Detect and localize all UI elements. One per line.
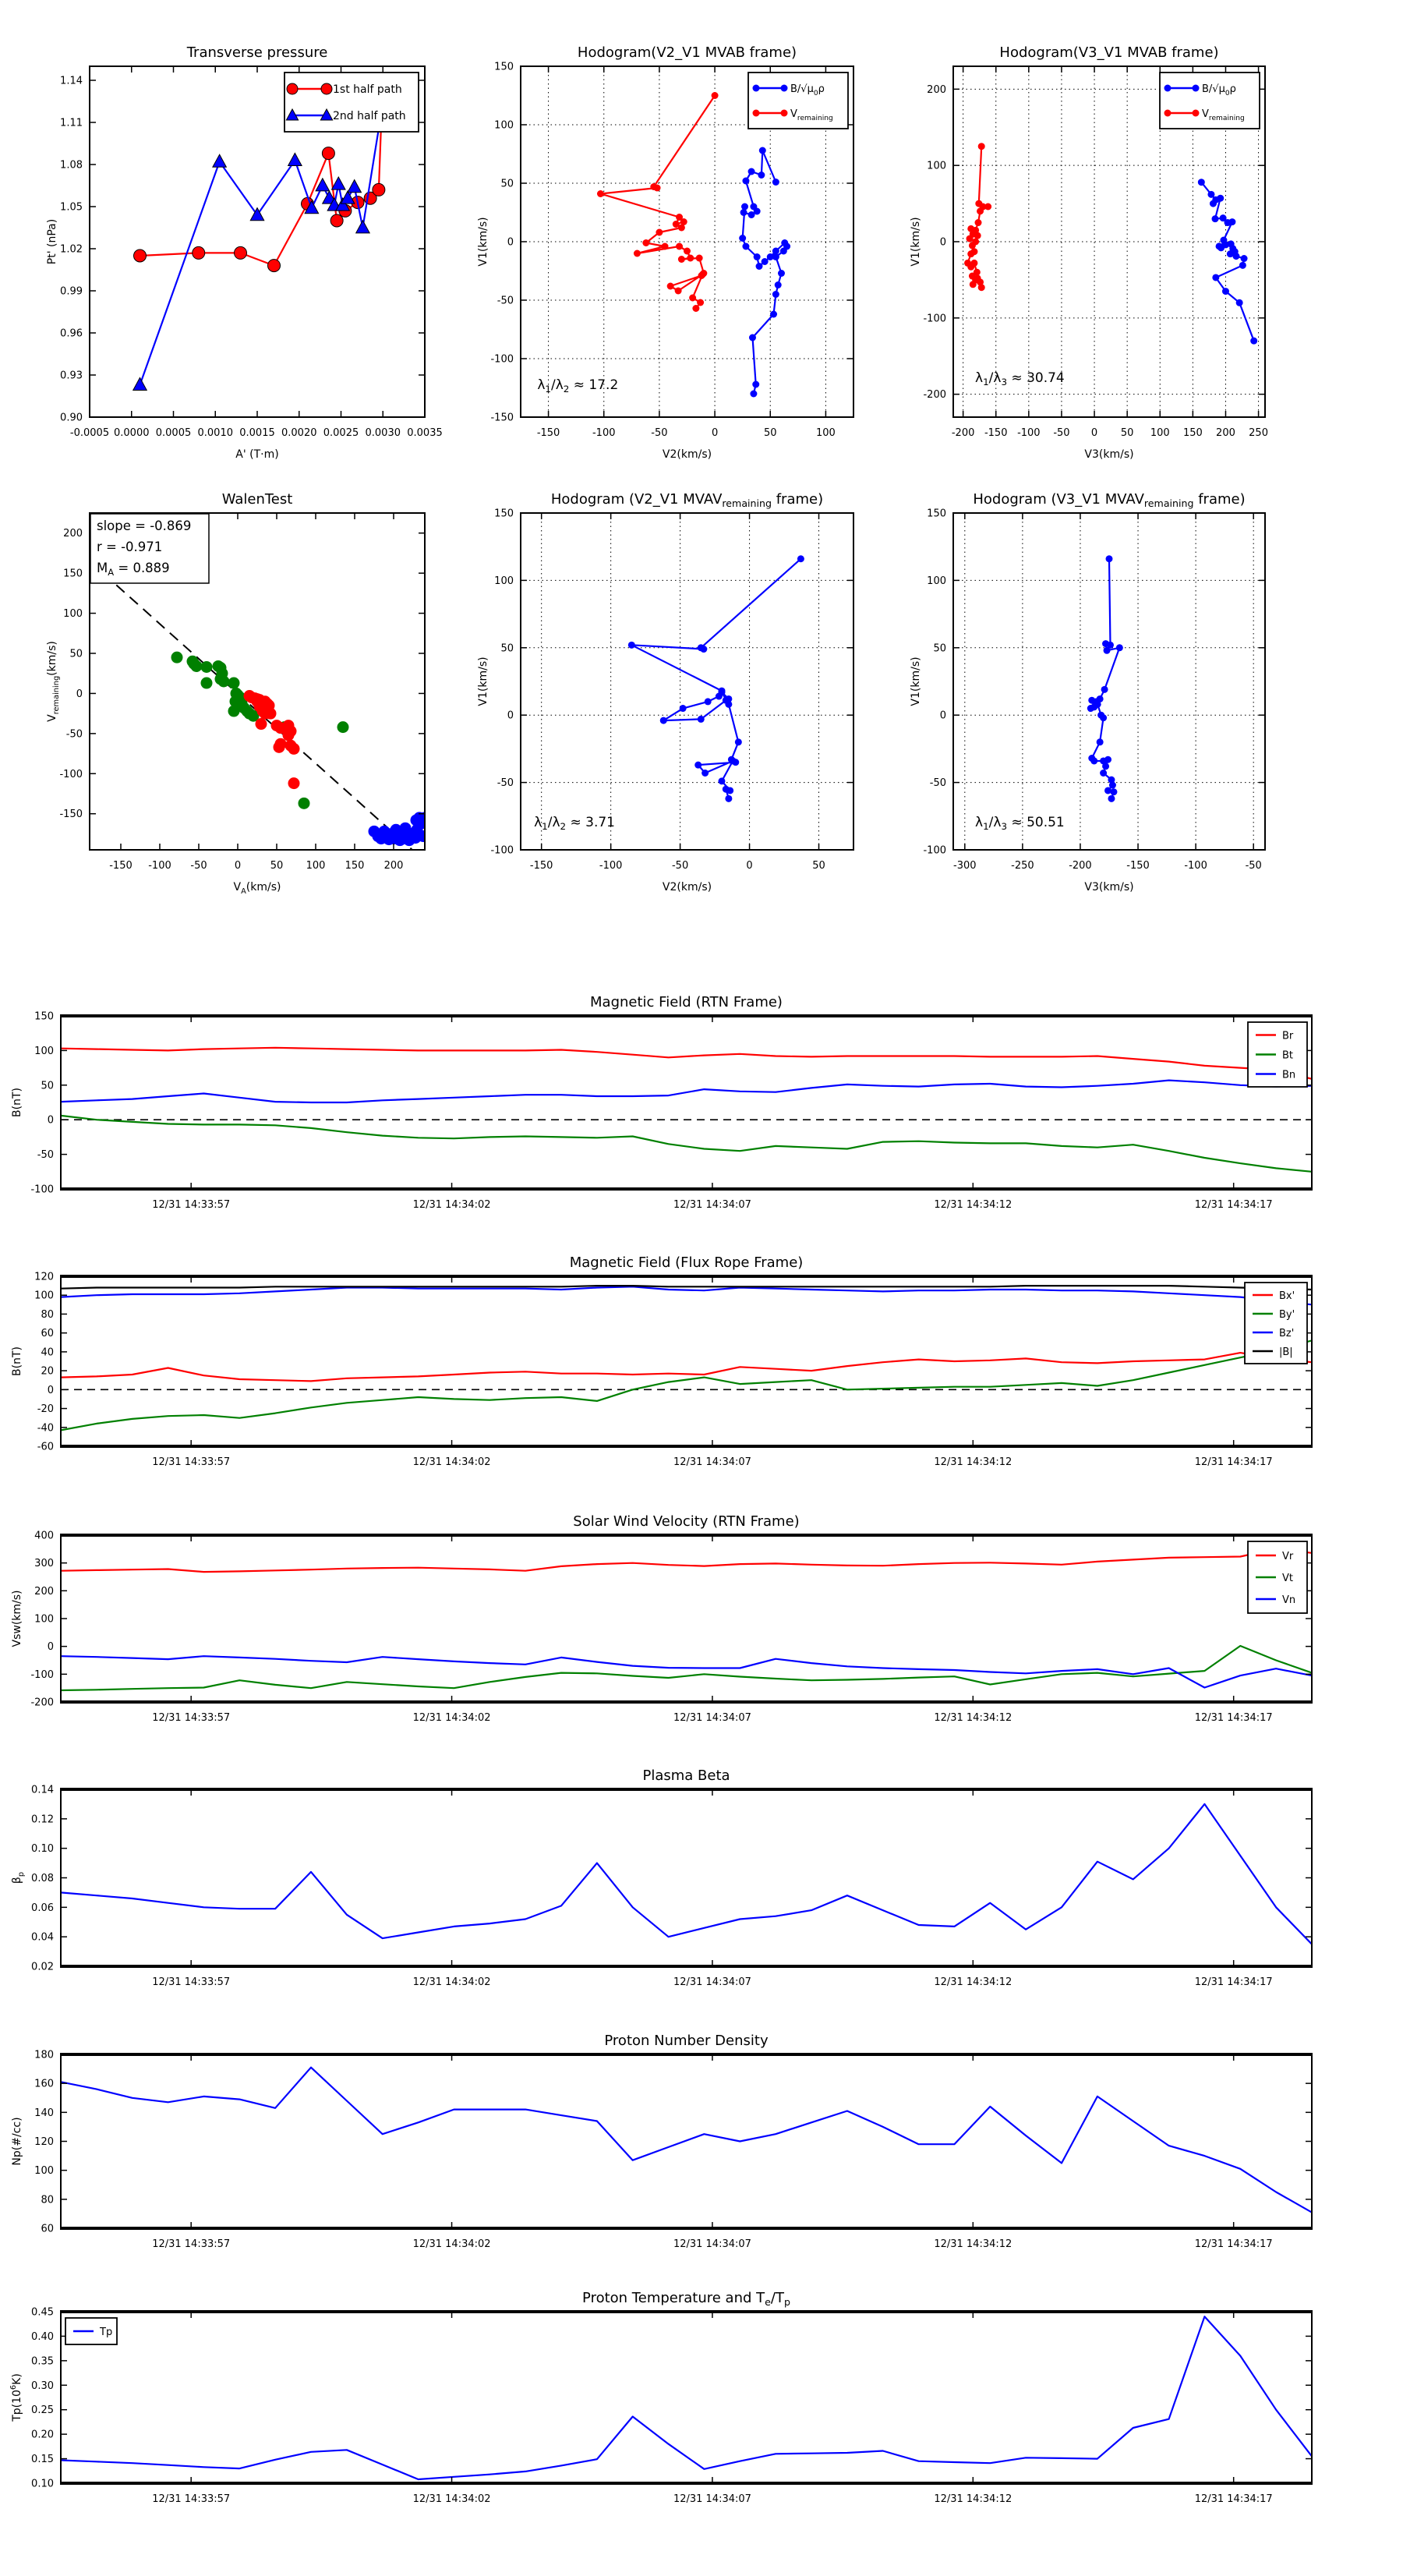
y-tick-label: 50	[500, 178, 514, 190]
legend-label: Vr	[1282, 1551, 1294, 1562]
y-tick-label: 0.99	[60, 285, 83, 298]
legend-label: Bt	[1282, 1049, 1294, 1062]
y-tick-label: 1.08	[60, 159, 83, 172]
y-axis-label: V1(km/s)	[477, 217, 489, 267]
y-tick-label: 140	[34, 2107, 54, 2119]
y-tick-label: 100	[494, 119, 514, 132]
legend-label: Br	[1282, 1030, 1294, 1042]
y-tick-label: -150	[490, 412, 514, 424]
legend-label: 1st half path	[333, 83, 402, 96]
y-axis-label: B(nT)	[11, 1088, 23, 1117]
y-tick-label: 150	[927, 508, 946, 520]
x-tick-label: -0.0005	[69, 427, 110, 439]
legend-label: $V_{remaining}$	[790, 108, 833, 122]
legend-label: Tp	[100, 2327, 113, 2338]
y-tick-label: 1.05	[60, 201, 83, 214]
y-tick-label: 0.45	[31, 2306, 54, 2319]
legend-label: By'	[1279, 1309, 1295, 1321]
y-tick-label: -100	[30, 1668, 54, 1681]
y-tick-label: -50	[37, 1149, 54, 1162]
panel-np	[11, 2033, 1313, 2250]
y-tick-label: 20	[41, 1365, 54, 1378]
y-tick-label: 0	[76, 688, 83, 700]
series-line	[1201, 182, 1253, 341]
y-axis-label: V1(km/s)	[910, 656, 922, 706]
y-tick-label: -50	[497, 777, 514, 790]
y-tick-label: 400	[34, 1530, 54, 1542]
panel-title: Hodogram (V3_V1 $MVAV_{remaining}$ frame)	[973, 491, 1246, 509]
eigenvalue-ratio-annotation: $\lambda_1/\lambda_3 \approx 50.51$	[975, 814, 1065, 832]
x-tick-label: -150	[109, 860, 133, 872]
y-tick-label: 0.20	[31, 2429, 54, 2441]
y-tick-label: -50	[497, 295, 514, 307]
y-tick-label: 100	[34, 1613, 54, 1626]
x-tick-label: 100	[816, 427, 836, 439]
panel-title: Hodogram(V3_V1 MVAB frame)	[999, 44, 1219, 61]
y-tick-label: 60	[41, 1328, 54, 1340]
x-axis-label: V3(km/s)	[1084, 448, 1134, 461]
stats-line: $M_A = 0.889$	[97, 561, 170, 578]
panel-beta	[11, 1767, 1313, 1988]
y-tick-label: 100	[34, 1045, 54, 1057]
y-tick-label: 100	[63, 608, 83, 621]
y-tick-label: 200	[927, 83, 946, 96]
y-tick-label: 100	[34, 1290, 54, 1302]
x-tick-label: 0	[746, 860, 753, 872]
y-tick-label: 120	[34, 1271, 54, 1283]
y-tick-label: -150	[59, 809, 83, 821]
y-axis-label: $Tp(10^6K)$	[9, 2373, 23, 2422]
y-axis-label: B(nT)	[11, 1346, 23, 1376]
x-tick-label: 50	[270, 860, 284, 872]
series-line	[61, 1081, 1312, 1102]
x-axis-label: V3(km/s)	[1084, 881, 1134, 893]
plot-area	[61, 2068, 1312, 2213]
x-tick-label: 12/31 14:34:17	[1194, 2238, 1273, 2250]
panel-hodogram_v3v1_mvav	[910, 491, 1266, 893]
y-tick-label: 0	[47, 1384, 54, 1396]
x-tick-label: 12/31 14:34:12	[934, 1456, 1012, 1468]
y-tick-label: 0.10	[31, 2478, 54, 2490]
y-tick-label: 200	[63, 528, 83, 540]
x-tick-label: -50	[651, 427, 668, 439]
y-tick-label: 100	[494, 575, 514, 587]
y-tick-label: 50	[933, 642, 946, 655]
y-tick-label: -200	[30, 1697, 54, 1709]
legend	[284, 73, 419, 132]
plot-area	[133, 116, 387, 391]
y-tick-label: 100	[927, 575, 946, 587]
y-axis-label: Pt' (nPa)	[46, 218, 58, 265]
x-tick-label: -100	[592, 427, 616, 439]
y-tick-label: -50	[65, 728, 83, 741]
x-tick-label: 100	[306, 860, 326, 872]
x-tick-label: -150	[529, 860, 553, 872]
series-line	[61, 2316, 1312, 2479]
series-line	[61, 1804, 1312, 1944]
legend	[1160, 73, 1260, 129]
panel-title: Proton Number Density	[604, 2033, 769, 2049]
series-line	[61, 1048, 1312, 1079]
y-tick-label: 60	[41, 2223, 54, 2235]
legend-label: $V_{remaining}$	[1202, 108, 1245, 122]
legend	[748, 73, 848, 129]
y-tick-label: 0.04	[31, 1931, 54, 1944]
y-axis-label: Np(#/cc)	[11, 2117, 23, 2166]
x-axis-label: A' (T·m)	[235, 448, 279, 461]
legend-label: 2nd half path	[333, 110, 406, 122]
series-line	[61, 1340, 1312, 1430]
y-tick-label: 0.02	[31, 1961, 54, 1973]
y-tick-label: 0	[47, 1114, 54, 1127]
series-line	[61, 1116, 1312, 1172]
series-line	[61, 1549, 1312, 1573]
x-tick-label: -50	[1245, 860, 1262, 872]
series-line	[61, 1286, 1312, 1304]
x-tick-label: 50	[812, 860, 825, 872]
panel-title: Transverse pressure	[186, 44, 328, 61]
plot-area	[521, 513, 853, 850]
panel-walen_test	[46, 491, 431, 896]
y-tick-label: 0.90	[60, 412, 83, 424]
y-tick-label: 0.06	[31, 1902, 54, 1914]
x-tick-label: 12/31 14:34:12	[934, 2493, 1012, 2505]
x-tick-label: 150	[1182, 427, 1203, 439]
x-tick-label: 12/31 14:34:07	[673, 1456, 751, 1468]
x-tick-label: 12/31 14:34:02	[412, 1712, 491, 1724]
y-tick-label: 80	[41, 1308, 54, 1321]
x-tick-label: -300	[953, 860, 977, 872]
y-tick-label: 0	[507, 709, 514, 722]
y-tick-label: -20	[37, 1403, 54, 1416]
y-tick-label: -100	[923, 313, 946, 325]
y-tick-label: 0.14	[31, 1784, 54, 1796]
y-tick-label: -50	[929, 777, 946, 790]
x-tick-label: -100	[1184, 860, 1207, 872]
panel-b_rtn	[11, 994, 1313, 1211]
plot-area	[61, 1048, 1312, 1172]
x-axis-label: V2(km/s)	[662, 448, 712, 461]
legend-label: $B/√\mu_0\rho$	[790, 83, 825, 97]
legend-label: |B|	[1279, 1346, 1293, 1358]
y-axis-label: $\beta_p$	[11, 1871, 26, 1884]
y-tick-label: 0.15	[31, 2454, 54, 2466]
panel-title: Hodogram(V2_V1 MVAB frame)	[577, 44, 797, 61]
panel-hodogram_v2v1_mvab	[477, 44, 854, 461]
y-tick-label: 200	[34, 1585, 54, 1598]
x-tick-label: 12/31 14:34:07	[673, 1712, 751, 1724]
x-tick-label: 12/31 14:34:02	[412, 2238, 491, 2250]
x-tick-label: 50	[1120, 427, 1134, 439]
x-tick-label: 0	[711, 427, 719, 439]
plot-area	[61, 2316, 1312, 2479]
x-tick-label: 250	[1249, 427, 1268, 439]
x-tick-label: 0.0020	[281, 427, 317, 439]
x-tick-label: -200	[1069, 860, 1092, 872]
x-tick-label: 0.0000	[114, 427, 150, 439]
y-tick-label: 0.30	[31, 2380, 54, 2392]
legend-label: Bn	[1282, 1069, 1296, 1081]
legend-label: $B/√\mu_0\rho$	[1202, 83, 1236, 97]
x-tick-label: 12/31 14:34:07	[673, 2238, 751, 2250]
y-tick-label: -60	[37, 1441, 54, 1453]
y-tick-label: 0	[507, 236, 514, 249]
panel-title: Proton Temperature and $T_e/T_p$	[582, 2290, 790, 2308]
x-tick-label: 200	[1216, 427, 1235, 439]
x-tick-label: 12/31 14:34:12	[934, 1199, 1012, 1211]
stats-line: r = -0.971	[97, 540, 163, 554]
legend	[65, 2318, 117, 2344]
y-tick-label: -100	[30, 1184, 54, 1196]
panel-title: Magnetic Field (RTN Frame)	[590, 994, 783, 1010]
legend-label: Vn	[1282, 1594, 1296, 1606]
x-tick-label: 12/31 14:34:17	[1194, 1976, 1273, 1988]
y-tick-label: 1.02	[60, 243, 83, 256]
eigenvalue-ratio-annotation: $\lambda_1/\lambda_2 \approx 17.2$	[537, 377, 619, 395]
series-line	[61, 1656, 1312, 1687]
x-tick-label: 12/31 14:34:02	[412, 1456, 491, 1468]
y-axis-label: V1(km/s)	[477, 656, 489, 706]
x-axis-label: V2(km/s)	[662, 881, 712, 893]
x-tick-label: 12/31 14:34:07	[673, 1976, 751, 1988]
panel-transverse_pressure	[46, 44, 443, 461]
y-tick-label: 0.35	[31, 2355, 54, 2368]
x-tick-label: 0.0025	[323, 427, 359, 439]
legend	[1245, 1283, 1307, 1364]
panel-title: Hodogram (V2_V1 $MVAV_{remaining}$ frame)	[550, 491, 824, 509]
y-tick-label: 0	[939, 236, 946, 249]
series-line	[601, 96, 716, 309]
panel-title: WalenTest	[221, 491, 293, 508]
x-tick-label: 12/31 14:34:12	[934, 2238, 1012, 2250]
y-tick-label: 0.12	[31, 1813, 54, 1826]
x-tick-label: 12/31 14:34:02	[412, 1199, 491, 1211]
x-tick-label: -150	[1126, 860, 1150, 872]
panel-hodogram_v2v1_mvav	[477, 491, 854, 893]
series-line	[61, 1353, 1312, 1381]
y-tick-label: 0.10	[31, 1843, 54, 1856]
x-tick-label: -100	[148, 860, 171, 872]
x-tick-label: 12/31 14:33:57	[152, 1199, 231, 1211]
x-tick-label: 12/31 14:34:02	[412, 1976, 491, 1988]
series-line	[61, 1286, 1312, 1290]
x-tick-label: 12/31 14:34:17	[1194, 1456, 1273, 1468]
y-tick-label: 0	[47, 1641, 54, 1654]
x-tick-label: 12/31 14:34:17	[1194, 1199, 1273, 1211]
x-tick-label: 150	[345, 860, 365, 872]
x-tick-label: 0.0005	[155, 427, 192, 439]
stats-box	[90, 514, 209, 583]
y-tick-label: 1.14	[60, 75, 83, 87]
y-tick-label: 180	[34, 2049, 54, 2061]
y-tick-label: -100	[490, 844, 514, 857]
y-tick-label: 50	[69, 648, 83, 660]
panel-title: Plasma Beta	[642, 1767, 730, 1784]
y-tick-label: 0	[939, 709, 946, 722]
plot-area	[90, 561, 431, 862]
y-tick-label: 300	[34, 1558, 54, 1570]
y-tick-label: 0.08	[31, 1873, 54, 1884]
y-tick-label: 150	[63, 568, 83, 580]
panel-b_fluxrope	[11, 1254, 1313, 1468]
eigenvalue-ratio-annotation: $\lambda_1/\lambda_2 \approx 3.71$	[534, 814, 616, 832]
y-tick-label: 40	[41, 1346, 54, 1359]
x-tick-label: -100	[1017, 427, 1041, 439]
y-axis-label: $V_{remaining}(km/s)$	[46, 641, 61, 722]
series-line	[61, 2068, 1312, 2213]
x-axis-label: $V_A(km/s)$	[233, 881, 281, 896]
y-tick-label: 50	[500, 642, 514, 655]
y-tick-label: 100	[34, 2165, 54, 2178]
y-tick-label: -40	[37, 1422, 54, 1435]
x-tick-label: 0	[1090, 427, 1098, 439]
y-tick-label: -200	[923, 389, 946, 402]
legend	[1248, 1541, 1307, 1613]
x-tick-label: 0.0010	[197, 427, 233, 439]
x-tick-label: 0	[234, 860, 242, 872]
legend-label: Vt	[1282, 1573, 1293, 1584]
x-tick-label: 100	[1150, 427, 1170, 439]
plot-area	[61, 1549, 1312, 1691]
y-axis-label: Vsw(km/s)	[11, 1590, 23, 1647]
x-tick-label: 0.0015	[239, 427, 275, 439]
panel-title: Magnetic Field (Flux Rope Frame)	[569, 1254, 804, 1271]
x-tick-label: -150	[536, 427, 560, 439]
y-tick-label: 0.25	[31, 2404, 54, 2417]
x-tick-label: 12/31 14:33:57	[152, 1712, 231, 1724]
legend	[1248, 1022, 1307, 1087]
y-tick-label: -100	[490, 353, 514, 366]
x-tick-label: 12/31 14:33:57	[152, 1456, 231, 1468]
series-line	[631, 559, 800, 799]
x-tick-label: 12/31 14:34:12	[934, 1976, 1012, 1988]
x-tick-label: 12/31 14:34:12	[934, 1712, 1012, 1724]
plot-area	[953, 513, 1265, 850]
x-tick-label: -150	[984, 427, 1008, 439]
x-tick-label: 12/31 14:33:57	[152, 1976, 231, 1988]
plot-area	[61, 1286, 1312, 1430]
x-tick-label: 12/31 14:33:57	[152, 2493, 231, 2505]
y-tick-label: -100	[923, 844, 946, 857]
y-tick-label: -100	[59, 768, 83, 780]
panel-tp	[9, 2290, 1313, 2505]
x-tick-label: -200	[951, 427, 975, 439]
stats-line: slope = -0.869	[97, 518, 192, 533]
y-tick-label: 160	[34, 2078, 54, 2090]
y-axis-label: V1(km/s)	[910, 217, 922, 267]
x-tick-label: 12/31 14:34:02	[412, 2493, 491, 2505]
x-tick-label: -100	[599, 860, 623, 872]
y-tick-label: 0.96	[60, 327, 83, 340]
x-tick-label: -250	[1011, 860, 1034, 872]
legend-label: Bz'	[1279, 1328, 1295, 1339]
x-tick-label: 200	[383, 860, 404, 872]
x-tick-label: 12/31 14:34:17	[1194, 2493, 1273, 2505]
series-line	[140, 122, 382, 266]
x-tick-label: 12/31 14:33:57	[152, 2238, 231, 2250]
y-tick-label: 0.93	[60, 370, 83, 382]
panel-vsw	[11, 1513, 1313, 1724]
y-tick-label: 150	[494, 61, 514, 73]
y-tick-label: 100	[927, 160, 946, 172]
x-tick-label: 12/31 14:34:07	[673, 1199, 751, 1211]
x-tick-label: 0.0035	[407, 427, 443, 439]
x-tick-label: 12/31 14:34:17	[1194, 1712, 1273, 1724]
panel-title: Solar Wind Velocity (RTN Frame)	[573, 1513, 800, 1530]
x-tick-label: -50	[671, 860, 689, 872]
eigenvalue-ratio-annotation: $\lambda_1/\lambda_3 \approx 30.74$	[975, 370, 1065, 387]
plot-area	[61, 1804, 1312, 1944]
y-tick-label: 50	[41, 1080, 54, 1092]
y-tick-label: 150	[34, 1010, 54, 1023]
legend-label: Bx'	[1279, 1290, 1295, 1302]
x-tick-label: 0.0030	[365, 427, 401, 439]
x-tick-label: 12/31 14:34:07	[673, 2493, 751, 2505]
panel-hodogram_v3v1_mvab	[910, 44, 1268, 461]
x-tick-label: 50	[763, 427, 777, 439]
x-tick-label: -50	[1053, 427, 1070, 439]
y-tick-label: 120	[34, 2136, 54, 2148]
y-tick-label: 80	[41, 2194, 54, 2206]
y-tick-label: 150	[494, 508, 514, 520]
x-tick-label: -50	[190, 860, 207, 872]
y-tick-label: 0.40	[31, 2330, 54, 2343]
y-tick-label: 1.11	[60, 117, 83, 129]
